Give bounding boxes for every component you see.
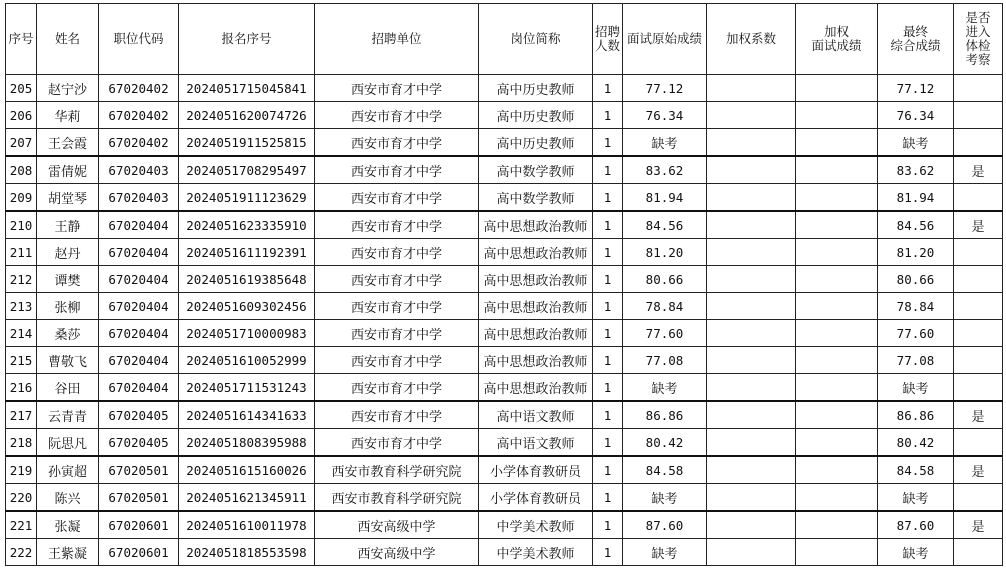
cell-physical-exam: 是 — [954, 211, 1003, 239]
cell-position-code: 67020601 — [99, 539, 179, 566]
table-row — [6, 266, 1003, 293]
col-header-final-score — [878, 4, 954, 75]
cell-seq: 215 — [6, 347, 37, 374]
cell-raw-score: 78.84 — [623, 293, 707, 320]
col-header-final-line1: 最终 — [902, 24, 928, 39]
table-row — [6, 239, 1003, 266]
col-header-quota — [593, 4, 623, 75]
cell-final-score: 86.86 — [878, 401, 954, 429]
cell-unit: 西安市育才中学 — [315, 347, 479, 374]
cell-name: 雷倩妮 — [37, 156, 99, 184]
cell-raw-score: 86.86 — [623, 401, 707, 429]
cell-physical-exam: 是 — [954, 401, 1003, 429]
cell-registration-no: 2024051611192391 — [179, 239, 315, 266]
cell-weight — [707, 293, 796, 320]
table-row — [6, 456, 1003, 484]
cell-raw-score: 77.12 — [623, 75, 707, 102]
cell-weighted-score — [796, 266, 878, 293]
table-row — [6, 75, 1003, 102]
cell-seq: 222 — [6, 539, 37, 566]
cell-physical-exam — [954, 239, 1003, 266]
cell-seq: 220 — [6, 484, 37, 512]
col-header-post: 岗位简称 — [479, 4, 593, 75]
cell-post: 高中思想政治教师 — [479, 347, 593, 374]
cell-final-score: 87.60 — [878, 511, 954, 539]
cell-seq: 211 — [6, 239, 37, 266]
cell-weight — [707, 102, 796, 129]
cell-final-score: 77.08 — [878, 347, 954, 374]
cell-post: 高中思想政治教师 — [479, 293, 593, 320]
cell-weight — [707, 484, 796, 512]
cell-seq: 221 — [6, 511, 37, 539]
table-row — [6, 156, 1003, 184]
cell-final-score: 81.94 — [878, 184, 954, 212]
cell-position-code: 67020403 — [99, 184, 179, 212]
table-row — [6, 184, 1003, 212]
cell-name: 胡堂琴 — [37, 184, 99, 212]
cell-seq: 207 — [6, 129, 37, 157]
cell-post: 高中语文教师 — [479, 401, 593, 429]
col-header-quota-line1: 招聘 — [594, 24, 620, 39]
cell-name: 赵宁沙 — [37, 75, 99, 102]
cell-weighted-score — [796, 156, 878, 184]
cell-position-code: 67020403 — [99, 156, 179, 184]
cell-registration-no: 2024051619385648 — [179, 266, 315, 293]
cell-name: 阮思凡 — [37, 429, 99, 457]
cell-final-score: 80.66 — [878, 266, 954, 293]
cell-position-code: 67020501 — [99, 484, 179, 512]
cell-post: 小学体育教研员 — [479, 484, 593, 512]
table-row — [6, 293, 1003, 320]
cell-quota: 1 — [593, 401, 623, 429]
cell-weighted-score — [796, 429, 878, 457]
col-header-registration-no: 报名序号 — [179, 4, 315, 75]
cell-physical-exam — [954, 320, 1003, 347]
cell-unit: 西安高级中学 — [315, 511, 479, 539]
cell-raw-score: 77.08 — [623, 347, 707, 374]
cell-registration-no: 2024051715045841 — [179, 75, 315, 102]
cell-final-score: 缺考 — [878, 484, 954, 512]
cell-quota: 1 — [593, 484, 623, 512]
cell-final-score: 76.34 — [878, 102, 954, 129]
cell-seq: 210 — [6, 211, 37, 239]
cell-seq: 217 — [6, 401, 37, 429]
cell-seq: 206 — [6, 102, 37, 129]
cell-post: 中学美术教师 — [479, 539, 593, 566]
cell-final-score: 83.62 — [878, 156, 954, 184]
cell-registration-no: 2024051710000983 — [179, 320, 315, 347]
col-header-exam-line4: 考察 — [965, 52, 991, 67]
cell-unit: 西安市育才中学 — [315, 211, 479, 239]
cell-raw-score: 77.60 — [623, 320, 707, 347]
cell-quota: 1 — [593, 539, 623, 566]
cell-seq: 214 — [6, 320, 37, 347]
cell-registration-no: 2024051610052999 — [179, 347, 315, 374]
table-row — [6, 484, 1003, 512]
table-row — [6, 539, 1003, 566]
cell-weight — [707, 211, 796, 239]
cell-weighted-score — [796, 239, 878, 266]
cell-weighted-score — [796, 211, 878, 239]
cell-name: 华莉 — [37, 102, 99, 129]
cell-unit: 西安市育才中学 — [315, 266, 479, 293]
cell-raw-score: 76.34 — [623, 102, 707, 129]
cell-position-code: 67020404 — [99, 320, 179, 347]
cell-name: 王紫凝 — [37, 539, 99, 566]
cell-post: 高中历史教师 — [479, 75, 593, 102]
col-header-final-line2: 综合成绩 — [890, 38, 941, 53]
cell-physical-exam — [954, 539, 1003, 566]
cell-registration-no: 2024051609302456 — [179, 293, 315, 320]
table-row — [6, 374, 1003, 402]
cell-quota: 1 — [593, 266, 623, 293]
col-header-weighted-line1: 加权 — [823, 24, 849, 39]
cell-quota: 1 — [593, 211, 623, 239]
cell-final-score: 78.84 — [878, 293, 954, 320]
cell-raw-score: 84.56 — [623, 211, 707, 239]
cell-raw-score: 缺考 — [623, 129, 707, 157]
cell-weight — [707, 156, 796, 184]
cell-weight — [707, 429, 796, 457]
cell-raw-score: 缺考 — [623, 484, 707, 512]
cell-post: 高中思想政治教师 — [479, 374, 593, 402]
cell-name: 孙寅超 — [37, 456, 99, 484]
cell-position-code: 67020404 — [99, 347, 179, 374]
cell-unit: 西安高级中学 — [315, 539, 479, 566]
cell-unit: 西安市育才中学 — [315, 156, 479, 184]
cell-post: 小学体育教研员 — [479, 456, 593, 484]
cell-unit: 西安市育才中学 — [315, 184, 479, 212]
cell-registration-no: 2024051620074726 — [179, 102, 315, 129]
cell-registration-no: 2024051623335910 — [179, 211, 315, 239]
cell-name: 张凝 — [37, 511, 99, 539]
cell-physical-exam — [954, 293, 1003, 320]
cell-weight — [707, 266, 796, 293]
cell-position-code: 67020405 — [99, 429, 179, 457]
cell-position-code: 67020404 — [99, 266, 179, 293]
cell-seq: 216 — [6, 374, 37, 402]
table-row — [6, 429, 1003, 457]
cell-weighted-score — [796, 374, 878, 402]
cell-position-code: 67020501 — [99, 456, 179, 484]
cell-physical-exam — [954, 374, 1003, 402]
table-row — [6, 320, 1003, 347]
cell-final-score: 84.56 — [878, 211, 954, 239]
cell-post: 中学美术教师 — [479, 511, 593, 539]
cell-position-code: 67020402 — [99, 102, 179, 129]
cell-quota: 1 — [593, 129, 623, 157]
cell-unit: 西安市育才中学 — [315, 429, 479, 457]
cell-raw-score: 84.58 — [623, 456, 707, 484]
cell-raw-score: 81.20 — [623, 239, 707, 266]
cell-weight — [707, 539, 796, 566]
cell-position-code: 67020404 — [99, 374, 179, 402]
cell-quota: 1 — [593, 75, 623, 102]
cell-post: 高中数学教师 — [479, 184, 593, 212]
cell-weighted-score — [796, 456, 878, 484]
cell-weighted-score — [796, 320, 878, 347]
cell-weight — [707, 129, 796, 157]
table-row — [6, 211, 1003, 239]
cell-post: 高中语文教师 — [479, 429, 593, 457]
cell-unit: 西安市育才中学 — [315, 239, 479, 266]
cell-quota: 1 — [593, 347, 623, 374]
cell-position-code: 67020404 — [99, 293, 179, 320]
table-row — [6, 347, 1003, 374]
cell-seq: 205 — [6, 75, 37, 102]
cell-physical-exam: 是 — [954, 511, 1003, 539]
cell-name: 谷田 — [37, 374, 99, 402]
cell-name: 张柳 — [37, 293, 99, 320]
cell-weight — [707, 75, 796, 102]
table-row — [6, 401, 1003, 429]
cell-unit: 西安市教育科学研究院 — [315, 484, 479, 512]
col-header-seq: 序号 — [6, 4, 37, 75]
cell-registration-no: 2024051621345911 — [179, 484, 315, 512]
cell-post: 高中思想政治教师 — [479, 266, 593, 293]
col-header-name: 姓名 — [37, 4, 99, 75]
col-header-exam-line2: 进入 — [965, 24, 991, 39]
cell-seq: 209 — [6, 184, 37, 212]
cell-weighted-score — [796, 347, 878, 374]
cell-seq: 212 — [6, 266, 37, 293]
cell-unit: 西安市育才中学 — [315, 75, 479, 102]
cell-final-score: 缺考 — [878, 539, 954, 566]
cell-raw-score: 83.62 — [623, 156, 707, 184]
cell-weighted-score — [796, 293, 878, 320]
cell-name: 云青青 — [37, 401, 99, 429]
cell-physical-exam — [954, 129, 1003, 157]
cell-physical-exam — [954, 102, 1003, 129]
cell-registration-no: 2024051911123629 — [179, 184, 315, 212]
cell-registration-no: 2024051610011978 — [179, 511, 315, 539]
cell-weighted-score — [796, 539, 878, 566]
cell-quota: 1 — [593, 456, 623, 484]
col-header-weight: 加权系数 — [707, 4, 796, 75]
cell-quota: 1 — [593, 511, 623, 539]
cell-position-code: 67020404 — [99, 211, 179, 239]
cell-post: 高中思想政治教师 — [479, 211, 593, 239]
cell-name: 谭樊 — [37, 266, 99, 293]
cell-position-code: 67020405 — [99, 401, 179, 429]
col-header-physical-exam — [954, 4, 1003, 75]
cell-unit: 西安市育才中学 — [315, 401, 479, 429]
cell-registration-no: 2024051808395988 — [179, 429, 315, 457]
cell-physical-exam — [954, 429, 1003, 457]
cell-weighted-score — [796, 129, 878, 157]
cell-post: 高中历史教师 — [479, 129, 593, 157]
cell-weight — [707, 239, 796, 266]
cell-quota: 1 — [593, 184, 623, 212]
col-header-unit: 招聘单位 — [315, 4, 479, 75]
cell-final-score: 81.20 — [878, 239, 954, 266]
col-header-raw-score: 面试原始成绩 — [623, 4, 707, 75]
cell-physical-exam: 是 — [954, 456, 1003, 484]
cell-physical-exam — [954, 75, 1003, 102]
cell-weighted-score — [796, 75, 878, 102]
cell-raw-score: 缺考 — [623, 374, 707, 402]
cell-physical-exam — [954, 347, 1003, 374]
cell-position-code: 67020601 — [99, 511, 179, 539]
cell-registration-no: 2024051911525815 — [179, 129, 315, 157]
cell-quota: 1 — [593, 320, 623, 347]
cell-weight — [707, 401, 796, 429]
cell-post: 高中数学教师 — [479, 156, 593, 184]
col-header-exam-line1: 是否 — [965, 10, 991, 25]
col-header-position-code: 职位代码 — [99, 4, 179, 75]
table-row — [6, 129, 1003, 157]
cell-post: 高中思想政治教师 — [479, 320, 593, 347]
cell-raw-score: 81.94 — [623, 184, 707, 212]
cell-position-code: 67020404 — [99, 239, 179, 266]
col-header-weighted-score — [796, 4, 878, 75]
cell-seq: 219 — [6, 456, 37, 484]
cell-quota: 1 — [593, 102, 623, 129]
cell-weighted-score — [796, 511, 878, 539]
cell-final-score: 84.58 — [878, 456, 954, 484]
cell-raw-score: 80.42 — [623, 429, 707, 457]
cell-physical-exam — [954, 266, 1003, 293]
cell-seq: 208 — [6, 156, 37, 184]
cell-weight — [707, 184, 796, 212]
cell-registration-no: 2024051614341633 — [179, 401, 315, 429]
cell-seq: 213 — [6, 293, 37, 320]
cell-physical-exam — [954, 184, 1003, 212]
cell-quota: 1 — [593, 293, 623, 320]
cell-quota: 1 — [593, 239, 623, 266]
cell-post: 高中历史教师 — [479, 102, 593, 129]
cell-quota: 1 — [593, 156, 623, 184]
cell-name: 曹敬飞 — [37, 347, 99, 374]
cell-name: 陈兴 — [37, 484, 99, 512]
cell-physical-exam — [954, 484, 1003, 512]
cell-raw-score: 80.66 — [623, 266, 707, 293]
cell-weight — [707, 320, 796, 347]
col-header-quota-line2: 人数 — [594, 38, 620, 53]
cell-position-code: 67020402 — [99, 75, 179, 102]
cell-final-score: 77.12 — [878, 75, 954, 102]
cell-final-score: 80.42 — [878, 429, 954, 457]
cell-seq: 218 — [6, 429, 37, 457]
cell-weighted-score — [796, 102, 878, 129]
cell-weighted-score — [796, 484, 878, 512]
cell-name: 桑莎 — [37, 320, 99, 347]
cell-weight — [707, 511, 796, 539]
header-row — [6, 4, 1003, 75]
table-row — [6, 511, 1003, 539]
cell-registration-no: 2024051711531243 — [179, 374, 315, 402]
cell-weight — [707, 374, 796, 402]
cell-unit: 西安市育才中学 — [315, 102, 479, 129]
cell-position-code: 67020402 — [99, 129, 179, 157]
cell-quota: 1 — [593, 429, 623, 457]
cell-raw-score: 缺考 — [623, 539, 707, 566]
cell-unit: 西安市教育科学研究院 — [315, 456, 479, 484]
cell-weight — [707, 456, 796, 484]
cell-final-score: 缺考 — [878, 129, 954, 157]
results-table — [5, 3, 1003, 566]
cell-weighted-score — [796, 401, 878, 429]
cell-final-score: 缺考 — [878, 374, 954, 402]
cell-raw-score: 87.60 — [623, 511, 707, 539]
cell-registration-no: 2024051615160026 — [179, 456, 315, 484]
cell-name: 王静 — [37, 211, 99, 239]
cell-weight — [707, 347, 796, 374]
cell-unit: 西安市育才中学 — [315, 293, 479, 320]
table-body — [6, 75, 1003, 566]
cell-weighted-score — [796, 184, 878, 212]
cell-name: 赵丹 — [37, 239, 99, 266]
cell-registration-no: 2024051708295497 — [179, 156, 315, 184]
cell-unit: 西安市育才中学 — [315, 374, 479, 402]
cell-final-score: 77.60 — [878, 320, 954, 347]
cell-physical-exam: 是 — [954, 156, 1003, 184]
cell-unit: 西安市育才中学 — [315, 129, 479, 157]
cell-name: 王会霞 — [37, 129, 99, 157]
cell-registration-no: 2024051818553598 — [179, 539, 315, 566]
cell-quota: 1 — [593, 374, 623, 402]
col-header-exam-line3: 体检 — [965, 38, 991, 53]
cell-post: 高中思想政治教师 — [479, 239, 593, 266]
col-header-weighted-line2: 面试成绩 — [811, 38, 862, 53]
table-row — [6, 102, 1003, 129]
cell-unit: 西安市育才中学 — [315, 320, 479, 347]
